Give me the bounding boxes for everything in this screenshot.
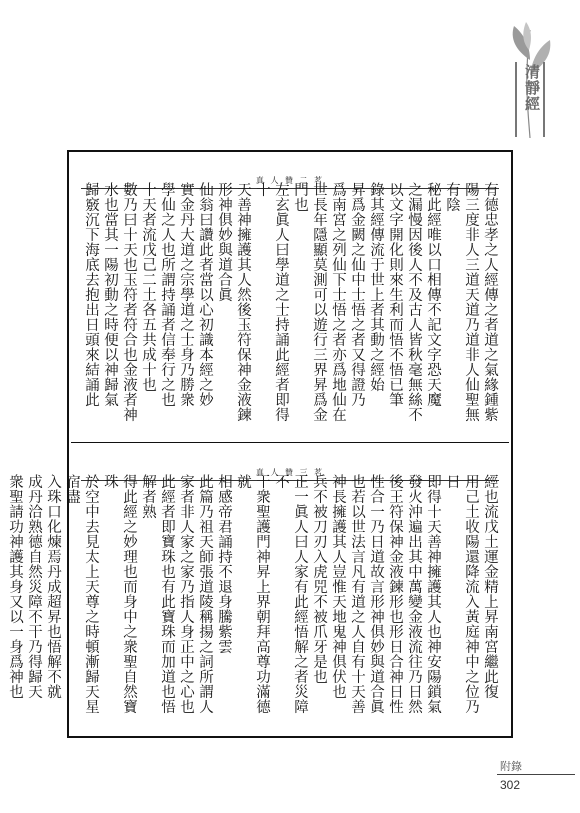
- text-column: 此經者即寶珠也有此寶珠而加道也悟解者熟: [140, 474, 175, 714]
- text-column: 錄其經傳流于世上者其動之經始: [368, 182, 384, 392]
- text-column: 學仙之人也所謂持誦者信奉行之也: [159, 182, 175, 407]
- text-column: 干衆聖護門神昇上界朝拜高尊功滿德就: [235, 474, 270, 714]
- text-column: 昇爲金闕之仙中士悟之者又得證乃: [349, 182, 365, 407]
- text-column: 經也流戊土運金精上昇南宮繼此復: [482, 474, 498, 699]
- text-column: 正一眞人曰人家有此經悟解之者災障不: [273, 474, 308, 714]
- section-label: 附錄: [500, 760, 522, 773]
- text-column: 天善神擁護其人然後玉符保神金液鍊: [235, 182, 251, 422]
- text-column: 秘此經唯以口相傳不記文字恐天魔: [425, 182, 441, 407]
- text-column: 仙翁曰讚此者當以心初識本經之妙: [197, 182, 213, 407]
- text-column: 兵不被刀刃入虎兕不被爪牙是也: [311, 474, 327, 684]
- text-column: 衆聖請功神護其身又以一身爲神也: [7, 474, 23, 699]
- text-column: 水也當其一陽初動之時便以神歸氣: [102, 182, 118, 407]
- text-column: 陽三度非人三道天道乃道非人仙聖無有陰: [444, 182, 479, 422]
- text-column: 得此經之妙理也而身中之衆聖自然寶珠: [102, 474, 137, 714]
- text-column: 用己土收陽還降流入黃庭神中之位乃日: [444, 474, 479, 714]
- text-column: 形神俱妙與道合眞: [216, 182, 232, 302]
- text-column: 家者非人家之家乃指人身正中之心也: [178, 474, 194, 714]
- text-column: 爲南宮之列仙下士悟之者亦爲地仙在: [330, 182, 346, 422]
- text-column: 歸竅沉下海底去抱出日頭來結誦此: [83, 182, 99, 407]
- text-column: 神長擁護其人豈惟天地鬼神俱伏也: [330, 474, 346, 699]
- text-column: 以文字開化則來生利而悟不悟已筆: [387, 182, 403, 407]
- page-body: [7, 474, 499, 726]
- text-column: 世長年隱顯莫測可以遊行三界昇爲金: [311, 182, 327, 422]
- text-column: 左玄眞人曰學道之士持誦此經者即得十: [254, 182, 289, 422]
- text-column: 實金丹大道之宗學道之士身乃勝衆: [178, 182, 194, 407]
- text-column: 即得十天善神擁護其人也神安陽鎖氣: [425, 474, 441, 714]
- text-column: 十天者流戊己二土各五共成十也: [140, 182, 156, 392]
- text-column: 相感帝君誦持不退身騰紫雲: [216, 474, 232, 654]
- text-column: 之漏慢因後人不及古人皆秋毫無絲不: [406, 182, 422, 422]
- scanned-sheet: [7, 150, 513, 738]
- text-column: 也若以世法言凡有道之人自有十天善: [349, 474, 365, 714]
- text-column: 有德忠孝之人經傳之者道之氣緣鍾紫: [482, 182, 498, 422]
- page-body: [81, 182, 499, 434]
- page-header-text: 真 人 贊 二 茗: [255, 176, 325, 185]
- text-column: 發火沖遍出其中萬變金液流往乃日然: [406, 474, 422, 714]
- text-column: 成丹洽熟德自然災障不干乃得歸天: [26, 474, 42, 699]
- text-column: 性合一乃日道故言形神俱妙與道合眞: [368, 474, 384, 714]
- page-bottom: [7, 446, 509, 734]
- page-top: [71, 154, 509, 443]
- text-column: 數乃曰十天也玉符者符合也金液者神: [121, 182, 137, 422]
- page-number: 302: [500, 778, 521, 792]
- logo-title: 清靜經: [523, 64, 541, 112]
- footer-rule: [497, 774, 575, 775]
- page-header-text: 真 人 贊 三 茗: [255, 468, 325, 477]
- text-column: 於空中去見太上天尊之時頓漸歸天星宿盡: [64, 474, 99, 714]
- text-column: 入珠口化煉焉丹成超昇也悟解不就: [45, 474, 61, 699]
- text-column: 此篇乃祖天師張道陵稱揚之詞所謂人: [197, 474, 213, 714]
- text-column: 後王符保神金液鍊形也形日合神日性: [387, 474, 403, 714]
- text-column: 門也: [292, 182, 308, 212]
